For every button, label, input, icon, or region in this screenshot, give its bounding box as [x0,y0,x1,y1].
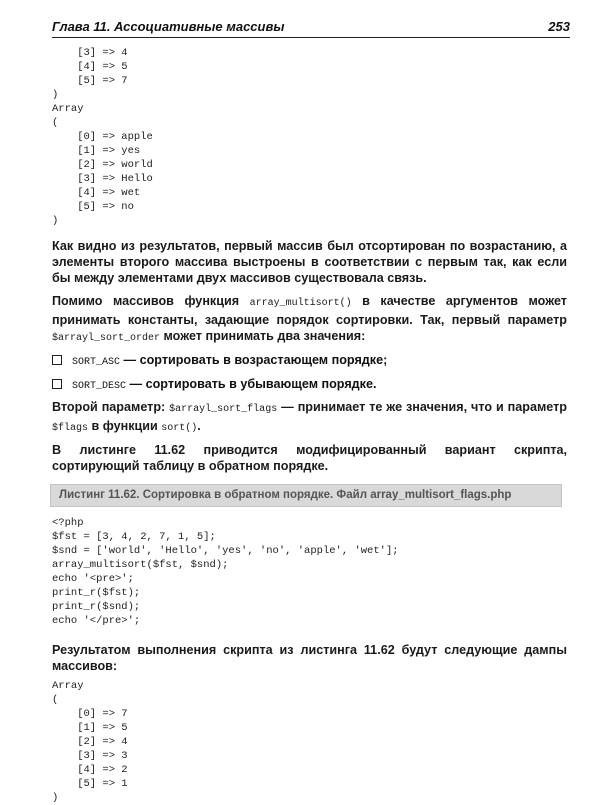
paragraph-text: Результатом выполнения скрипта из листинга 11.62 будут следующие дампы массивов: [52,643,567,673]
text: — сортировать в убывающем порядке. [126,377,377,391]
text: в функции [88,419,162,433]
text: Второй параметр: [52,400,170,414]
list-item [52,352,567,371]
paragraph-flags [52,399,567,437]
inline-code: $arrayl_sort_order [52,333,161,344]
inline-code: sort() [161,423,198,434]
code-output-bottom: Array ( [0] => 7 [1] => 5 [2] => 4 [3] => 3 [4] => 2 [5] => 1 ) [52,680,128,804]
text: в качестве аргументов может принимать константы, задающие порядок сортировки. Так, первый параметр [52,294,567,327]
checkbox-bullet-icon [52,355,62,365]
inline-code: SORT_ASC [72,357,121,368]
text: Помимо массивов функция [52,294,250,308]
paragraph-multisort [52,293,567,347]
text: — принимает те же значения, что и параметр [277,400,568,414]
text: . [197,419,201,433]
page-number: 253 [548,19,570,34]
paragraph-listing-intro [52,442,567,474]
text: может принимать два значения: [160,329,366,343]
inline-code: $arrayl_sort_flags [169,404,278,415]
code-output-top: [3] => 4 [4] => 5 [5] => 7 ) Array ( [0] => apple [1] => yes [2] => world [3] => Hello [4] => wet [5] => no ) [52,47,153,227]
text: — сортировать в возрастающем порядке; [120,353,388,367]
checkbox-bullet-icon [52,379,62,389]
page-body [52,46,567,805]
paragraph-result-dumps [52,642,567,674]
inline-code: SORT_DESC [72,381,127,392]
listing-caption: Листинг 11.62. Сортировка в обратном порядке. Файл array_multisort_flags.php [50,484,562,507]
paragraph-text: В листинге 11.62 приводится модифицированный вариант скрипта, сортирующий таблицу в обратном порядке. [52,443,567,473]
paragraph-text: Как видно из результатов, первый массив был отсортирован по возрастанию, а элементы второго массива выстроены в соответствии с первым так, как если бы между элементами двух массивов существовала связь. [52,239,567,285]
listing-code: <?php $fst = [3, 4, 2, 7, 1, 5]; $snd = ['world', 'Hello', 'yes', 'no', 'apple', 'wet']; array_multisort($fst, $snd); echo '<pre>'; print_r($fst); print_r($snd); echo '</pre>'; [52,517,399,627]
chapter-title: Глава 11. Ассоциативные массивы [52,19,285,34]
paragraph-results [52,238,567,286]
inline-code: $flags [52,423,89,434]
running-header [52,17,570,38]
list-item [52,376,567,395]
inline-code: array_multisort() [249,298,352,309]
